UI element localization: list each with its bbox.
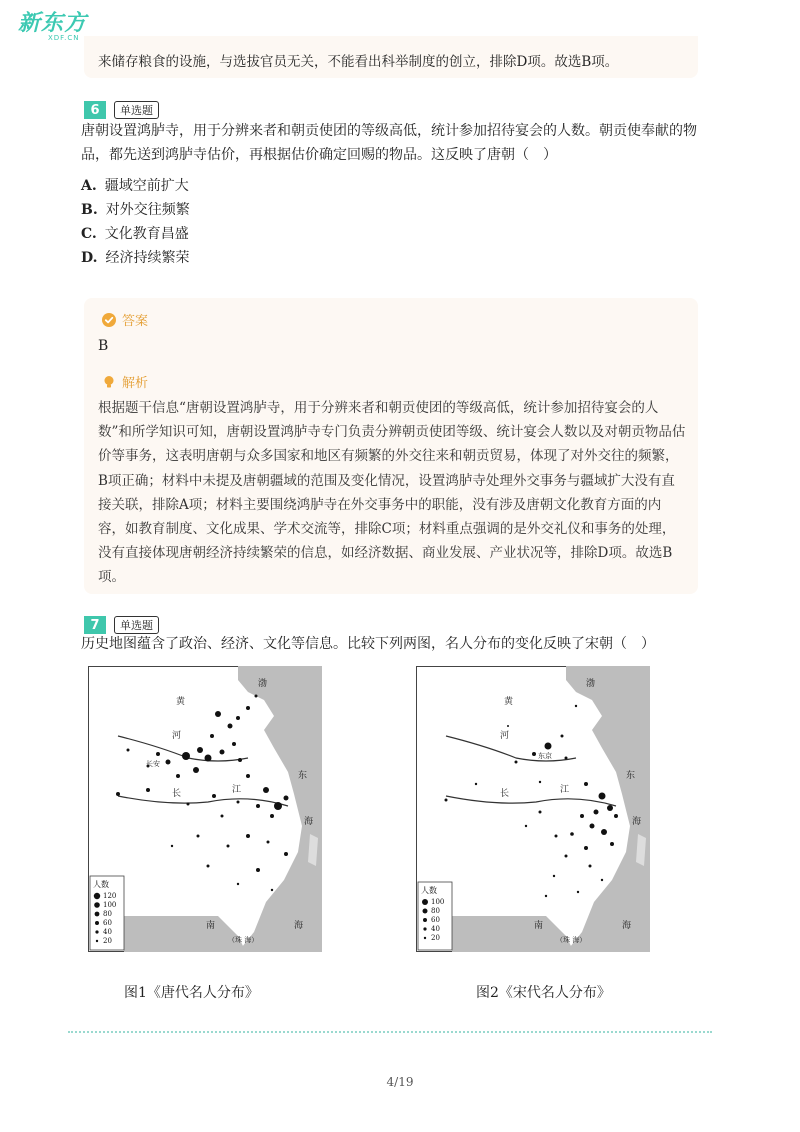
- map1-label-dong: 东: [298, 771, 308, 781]
- option-text: 对外交往频繁: [105, 202, 190, 218]
- legend-value: 100: [103, 901, 117, 909]
- legend-title: 人数: [93, 880, 109, 889]
- map1-label-zhuhai: （珠 海）: [228, 936, 259, 944]
- map2-label-zhuhai: （珠 海）: [556, 936, 587, 944]
- previous-analysis-box: [84, 36, 698, 78]
- map2-label-huang: 黄: [504, 697, 514, 707]
- option-letter: D.: [81, 250, 98, 266]
- check-circle-icon: [102, 313, 116, 327]
- analysis-section-label: [102, 372, 148, 391]
- map1-label-hai2: 海: [294, 921, 304, 931]
- option-c[interactable]: [81, 223, 189, 243]
- question-7-stem: 历史地图蕴含了政治、经济、文化等信息。比较下列两图，名人分布的变化反映了宋朝（ ）: [81, 636, 655, 652]
- page-number: 4/19: [386, 1075, 414, 1089]
- lightbulb-icon: [102, 375, 116, 389]
- map2-label-jiang: 江: [560, 785, 570, 795]
- map2-label-hai: 海: [632, 817, 642, 827]
- legend-value: 40: [431, 925, 440, 933]
- map2-label-city: 东京: [538, 752, 552, 760]
- answer-analysis-box: [84, 298, 698, 594]
- map1-caption: 图1《唐代名人分布》: [124, 985, 259, 1001]
- option-d[interactable]: [81, 247, 190, 267]
- legend-value: 60: [103, 919, 112, 927]
- map1-label-nan: 南: [206, 921, 216, 931]
- map2-label-nan: 南: [534, 921, 544, 931]
- tang-celebrity-map: [88, 666, 322, 952]
- option-letter: A.: [81, 178, 97, 194]
- map1-legend: [90, 876, 124, 950]
- question-type-badge: 单选题: [114, 101, 159, 119]
- legend-value: 40: [103, 928, 112, 936]
- legend-value: 80: [431, 907, 440, 915]
- map2-caption: 图2《宋代名人分布》: [476, 985, 611, 1001]
- legend-value: 20: [431, 934, 440, 942]
- map2-label-dong: 东: [626, 771, 636, 781]
- analysis-text: 根据题干信息“唐朝设置鸿胪寺，用于分辨来者和朝贡使团的等级高低，统计参加招待宴会的人数”和所学知识可知，唐朝设置鸿胪寺专门负责分辨朝贡使团等级、统计宴会人数以及对朝贡物品估价等事务，这表明唐朝与众多国家和地区有频繁的外交往来和朝贡贸易，体现了对外交往的频繁，B项正确；材料中未提及唐朝疆域的范围及变化情况，设置鸿胪寺处理外交事务与疆域扩大没有直接关联，排除A项；材料主要围绕鸿胪寺在外交事务中的职能，没有涉及唐朝文化教育方面的内容，如教育制度、文化成果、学术交流等，排除C项；材料重点强调的是外交礼仪和事务的处理，没有直接体现唐朝经济持续繁荣的信息，如经济数据、商业发展、产业状况等，排除D项。故选B项。: [98, 400, 686, 586]
- legend-title: 人数: [421, 886, 437, 895]
- logo-subtext: XDF.CN: [48, 34, 80, 42]
- footer-divider: [68, 1031, 712, 1033]
- map1-label-jiang: 江: [232, 785, 242, 795]
- answer-label: 答案: [122, 314, 149, 329]
- option-b[interactable]: [81, 199, 190, 219]
- answer-section-label: [102, 310, 148, 329]
- legend-value: 60: [431, 916, 440, 924]
- song-celebrity-map: [416, 666, 650, 952]
- option-a[interactable]: [81, 175, 189, 195]
- legend-value: 100: [431, 898, 445, 906]
- legend-value: 20: [103, 937, 112, 945]
- option-letter: C.: [81, 226, 97, 242]
- map2-legend: [418, 882, 452, 950]
- analysis-label: 解析: [122, 376, 149, 391]
- option-letter: B.: [81, 202, 98, 218]
- map2-label-he: 河: [500, 731, 510, 741]
- map1-label-hai: 海: [304, 817, 314, 827]
- map2-label-bo: 渤: [586, 679, 596, 689]
- map1-label-city: 长安: [146, 760, 160, 768]
- map2-label-hai2: 海: [622, 921, 632, 931]
- previous-analysis-text: 来储存粮食的设施，与选拔官员无关，不能看出科举制度的创立，排除D项。故选B项。: [98, 54, 619, 70]
- question-type-badge: 单选题: [114, 616, 159, 634]
- question-6-stem: 唐朝设置鸿胪寺，用于分辨来者和朝贡使团的等级高低，统计参加招待宴会的人数。朝贡使奉献的物品，都先送到鸿胪寺估价，再根据估价确定回赐的物品。这反映了唐朝（ ）: [81, 123, 697, 163]
- question-6-header: [84, 101, 159, 119]
- legend-value: 80: [103, 910, 112, 918]
- map1-label-chang: 长: [172, 789, 182, 799]
- option-text: 文化教育昌盛: [104, 226, 189, 242]
- map2-label-chang: 长: [500, 789, 510, 799]
- logo-text: 新东方: [18, 11, 88, 36]
- legend-value: 120: [103, 892, 117, 900]
- question-number: 7: [84, 616, 106, 634]
- option-text: 疆域空前扩大: [104, 178, 189, 194]
- answer-value: B: [98, 338, 109, 354]
- map1-label-huang: 黄: [176, 697, 186, 707]
- map1-label-he: 河: [172, 731, 182, 741]
- option-text: 经济持续繁荣: [105, 250, 190, 266]
- question-number: 6: [84, 101, 106, 119]
- map1-label-bo: 渤: [258, 679, 268, 689]
